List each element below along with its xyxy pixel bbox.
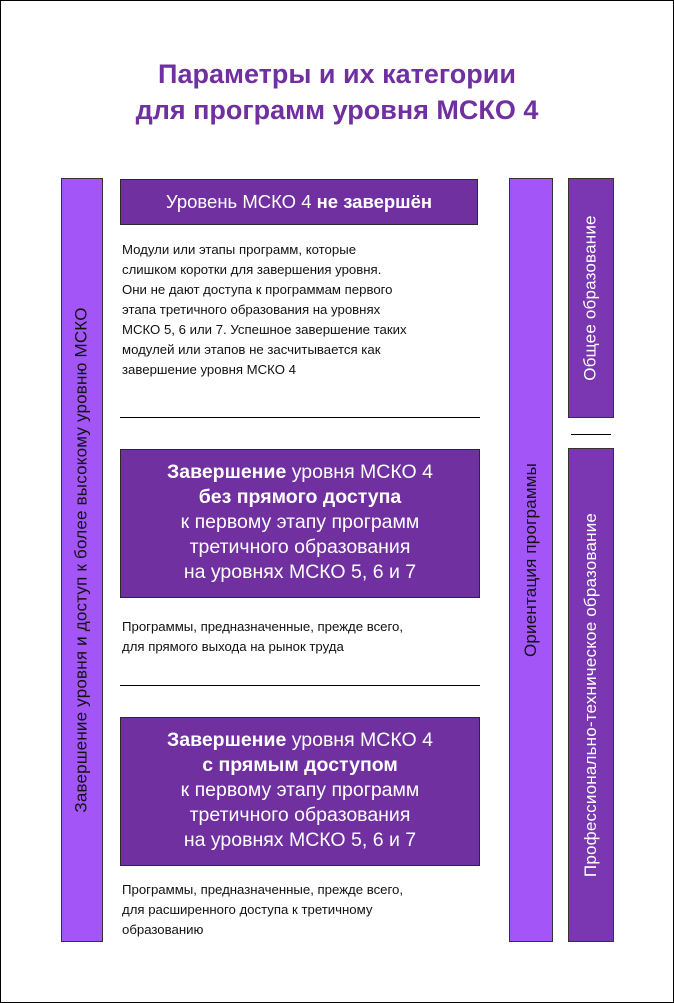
desc-line: Программы, предназначенные, прежде всего, xyxy=(122,619,404,634)
vocational-education-label: Профессионально-техническое образование xyxy=(581,512,600,878)
divider-2 xyxy=(120,685,480,686)
orientation-bar xyxy=(509,178,553,942)
completion-with-access-box xyxy=(120,717,480,866)
completion-no-access-description xyxy=(122,617,482,657)
completion-with-access-bold2: с прямым доступом xyxy=(202,754,398,776)
desc-line: слишком коротки для завершения уровня. xyxy=(122,262,382,277)
left-axis-bar xyxy=(61,178,103,942)
desc-line: завершение уровня МСКО 4 xyxy=(122,362,296,377)
completion-with-access-description xyxy=(122,880,482,940)
completion-no-access-line4: третичного образования xyxy=(189,536,411,558)
desc-line: Модули или этапы программ, которые xyxy=(122,242,357,257)
completion-no-access-normal1: уровня МСКО 4 xyxy=(291,461,433,483)
not-completed-header-normal: Уровень МСКО 4 xyxy=(165,191,312,212)
desc-line: этапа третичного образования на уровнях xyxy=(122,302,381,317)
completion-with-access-line4: третичного образования xyxy=(189,804,411,826)
orientation-label: Ориентация программы xyxy=(521,462,541,658)
desc-line: модулей или этапов не засчитывается как xyxy=(122,342,381,357)
general-education-label: Общее образование xyxy=(581,215,601,381)
desc-line: МСКО 5, 6 или 7. Успешное завершение таких xyxy=(122,322,407,337)
not-completed-header-bold: не завершён xyxy=(316,191,433,212)
completion-with-access-line3: к первому этапу программ xyxy=(180,779,420,801)
not-completed-header xyxy=(120,179,478,225)
left-axis-label: Завершение уровня и доступ к более высокому уровню МСКО xyxy=(72,307,92,813)
page-title xyxy=(0,56,674,128)
completion-no-access-bold2: без прямого доступа xyxy=(198,486,402,508)
completion-with-access-bold1: Завершение xyxy=(167,729,287,751)
general-education-bar xyxy=(568,178,614,418)
desc-line: для расширенного доступа к третичному xyxy=(122,902,373,917)
completion-no-access-box xyxy=(120,449,480,598)
title-line-2: для программ уровня МСКО 4 xyxy=(135,95,539,125)
desc-line: образованию xyxy=(122,922,204,937)
divider-1 xyxy=(120,417,480,418)
desc-line: Они не дают доступа к программам первого xyxy=(122,282,393,297)
completion-no-access-line5: на уровнях МСКО 5, 6 и 7 xyxy=(183,561,417,583)
vocational-education-bar xyxy=(568,448,614,942)
title-line-1: Параметры и их категории xyxy=(158,59,516,89)
completion-no-access-line3: к первому этапу программ xyxy=(180,511,420,533)
completion-with-access-normal1: уровня МСКО 4 xyxy=(291,729,433,751)
completion-no-access-bold1: Завершение xyxy=(167,461,287,483)
desc-line: Программы, предназначенные, прежде всего, xyxy=(122,882,404,897)
not-completed-description xyxy=(122,240,478,380)
category-separator xyxy=(571,434,611,435)
desc-line: для прямого выхода на рынок труда xyxy=(122,639,344,654)
completion-with-access-line5: на уровнях МСКО 5, 6 и 7 xyxy=(183,829,417,851)
